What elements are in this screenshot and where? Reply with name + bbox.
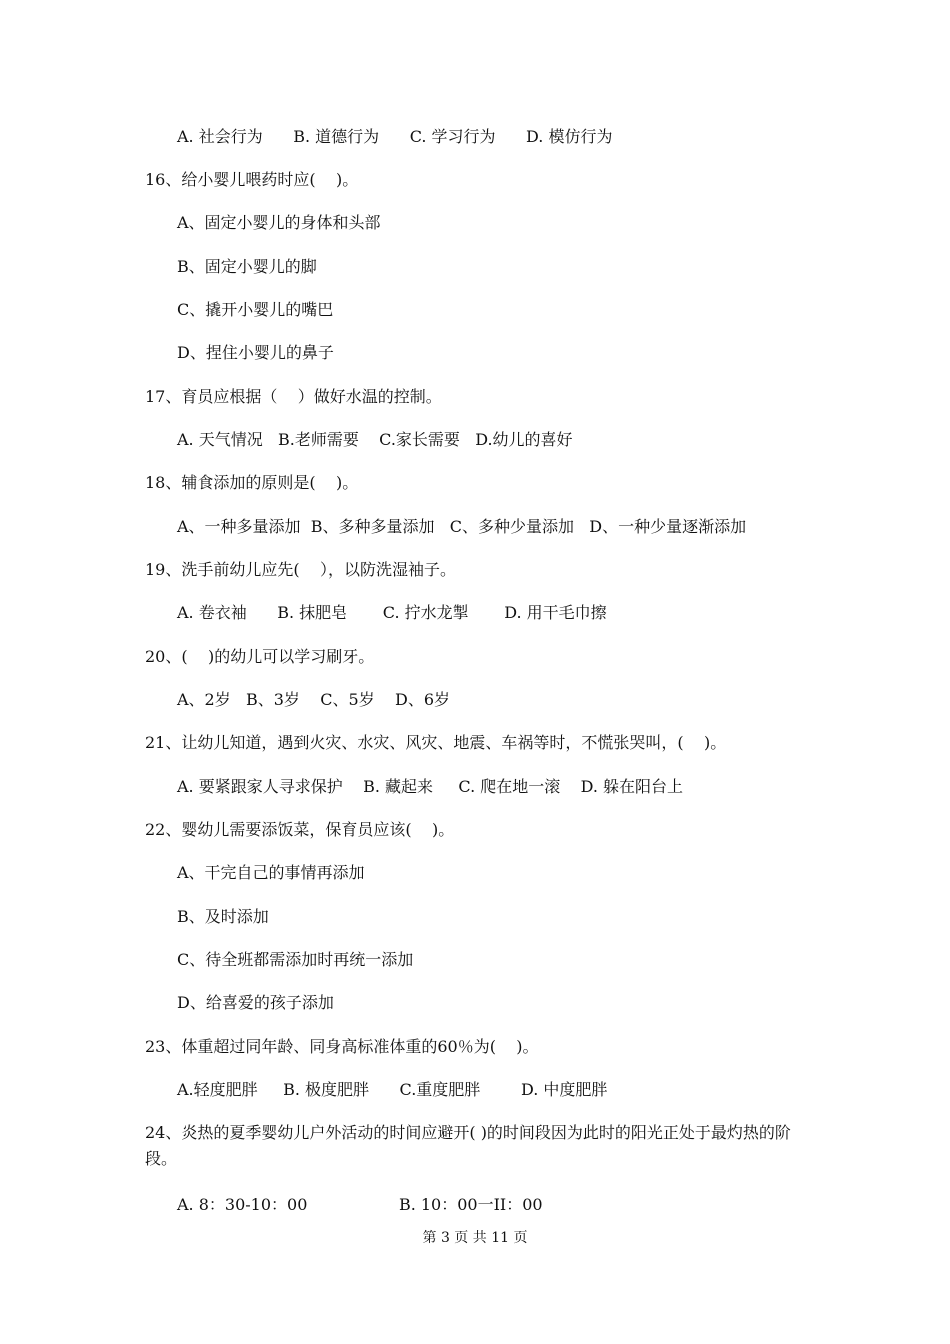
q17-stem: 17、育员应根据（ ）做好水温的控制。 <box>145 387 442 406</box>
q18-options: A、一种多量添加 B、多种多量添加 C、多种少量添加 D、一种少量逐渐添加 <box>177 517 747 536</box>
q24-stem: 24、炎热的夏季婴幼儿户外活动的时间应避开( )的时间段因为此时的阳光正处于最灼热的阶段。 <box>145 1123 791 1168</box>
q19-stem: 19、洗手前幼儿应先( ），以防洗湿袖子。 <box>145 560 456 579</box>
q16-option-b: B、固定小婴儿的脚 <box>177 257 317 276</box>
q22-option-a: A、干完自己的事情再添加 <box>177 863 365 882</box>
q16-option-d: D、捏住小婴儿的鼻子 <box>177 343 334 362</box>
q19-options: A. 卷衣袖 B. 抹肥皂 C. 拧水龙掣 D. 用干毛巾擦 <box>177 603 607 622</box>
q17-options: A. 天气情况 B.老师需要 C.家长需要 D.幼儿的喜好 <box>177 430 573 449</box>
q16-stem: 16、给小婴儿喂药时应( )。 <box>145 170 359 189</box>
q22-option-b: B、及时添加 <box>177 907 269 926</box>
q20-stem: 20、( )的幼儿可以学习刷牙。 <box>145 647 375 666</box>
q23-options: A.轻度肥胖 B. 极度肥胖 C.重度肥胖 D. 中度肥胖 <box>177 1080 608 1099</box>
q24-options: A. 8：30-10：00 B. 10：00一II：00 <box>177 1195 543 1214</box>
q16-option-c: C、撬开小婴儿的嘴巴 <box>177 300 334 319</box>
q16-option-a: A、固定小婴儿的身体和头部 <box>177 213 381 232</box>
q22-option-c: C、待全班都需添加时再统一添加 <box>177 950 414 969</box>
q20-options: A、2岁 B、3岁 C、5岁 D、6岁 <box>177 690 451 709</box>
q18-stem: 18、辅食添加的原则是( )。 <box>145 473 359 492</box>
q22-option-d: D、给喜爱的孩子添加 <box>177 993 334 1012</box>
q22-stem: 22、婴幼儿需要添饭菜，保育员应该( )。 <box>145 820 455 839</box>
q23-stem: 23、体重超过同年龄、同身高标准体重的60％为( )。 <box>145 1037 539 1056</box>
q21-stem: 21、让幼儿知道，遇到火灾、水灾、风灾、地震、车祸等时，不慌张哭叫，( )。 <box>145 733 727 752</box>
page-number-footer: 第 3 页 共 11 页 <box>422 1230 528 1246</box>
q15-options: A. 社会行为 B. 道德行为 C. 学习行为 D. 模仿行为 <box>177 127 613 146</box>
q21-options: A. 要紧跟家人寻求保护 B. 藏起来 C. 爬在地一滚 D. 躲在阳台上 <box>177 777 684 796</box>
